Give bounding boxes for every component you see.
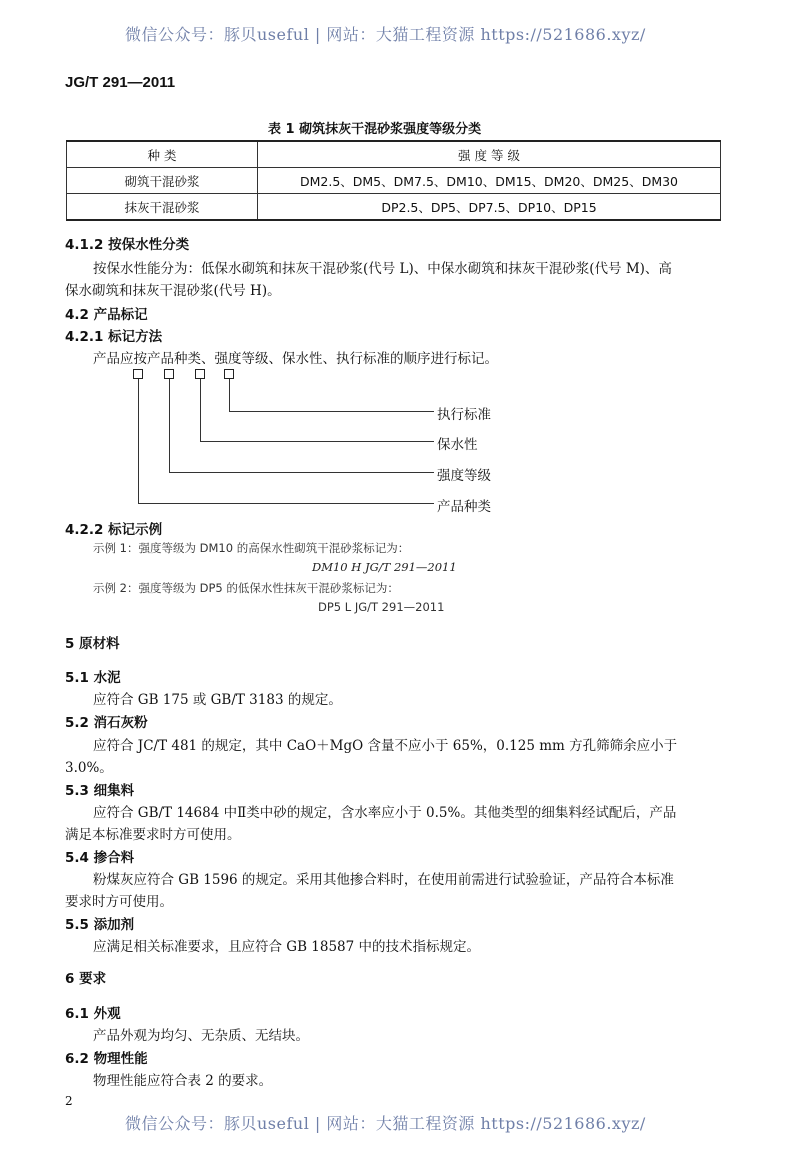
paragraph: 满足本标准要求时方可使用。 bbox=[65, 827, 241, 843]
table1-title: 表 1 砌筑抹灰干混砂浆强度等级分类 bbox=[268, 122, 482, 137]
paragraph: 3.0%。 bbox=[65, 760, 113, 776]
table-header-cell: 强 度 等 级 bbox=[258, 141, 721, 168]
page-number: 2 bbox=[65, 1094, 73, 1108]
section-heading: 5.2 消石灰粉 bbox=[65, 715, 148, 731]
diagram-line bbox=[138, 503, 434, 504]
diagram-line bbox=[200, 441, 434, 442]
diagram-line bbox=[229, 379, 230, 411]
section-heading: 5 原材料 bbox=[65, 636, 120, 652]
section-heading: 4.2.2 标记示例 bbox=[65, 522, 163, 538]
section-heading: 5.3 细集料 bbox=[65, 783, 135, 799]
diagram-line bbox=[229, 411, 434, 412]
paragraph: 按保水性能分为：低保水砌筑和抹灰干混砂浆(代号 L)、中保水砌筑和抹灰干混砂浆(代号 M)、高 bbox=[93, 261, 672, 277]
diagram-box bbox=[224, 369, 234, 379]
diagram-label: 强度等级 bbox=[437, 468, 491, 484]
paragraph: 应满足相关标准要求，且应符合 GB 18587 中的技术指标规定。 bbox=[93, 939, 481, 955]
table-cell: 抹灰干混砂浆 bbox=[67, 194, 258, 221]
diagram-box bbox=[133, 369, 143, 379]
example-mark: DP5 L JG/T 291—2011 bbox=[318, 600, 445, 614]
paragraph: 应符合 JC/T 481 的规定，其中 CaO＋MgO 含量不应小于 65%，0.125 mm 方孔筛筛余应小于 bbox=[93, 738, 678, 754]
section-heading: 4.2 产品标记 bbox=[65, 307, 148, 323]
paragraph: 产品应按产品种类、强度等级、保水性、执行标准的顺序进行标记。 bbox=[93, 351, 498, 367]
example-text: 示例 1：强度等级为 DM10 的高保水性砌筑干混砂浆标记为： bbox=[93, 541, 410, 555]
paragraph: 粉煤灰应符合 GB 1596 的规定。采用其他掺合料时，在使用前需进行试验验证，产品符合本标准 bbox=[93, 872, 674, 888]
diagram-box bbox=[195, 369, 205, 379]
table-cell: DM2.5、DM5、DM7.5、DM10、DM15、DM20、DM25、DM30 bbox=[258, 168, 721, 194]
section-heading: 4.2.1 标记方法 bbox=[65, 329, 163, 345]
section-heading: 5.4 掺合料 bbox=[65, 850, 135, 866]
paragraph: 产品外观为均匀、无杂质、无结块。 bbox=[93, 1028, 309, 1044]
paragraph: 要求时方可使用。 bbox=[65, 894, 173, 910]
table1 bbox=[66, 140, 721, 221]
diagram-line bbox=[138, 379, 139, 503]
diagram-line bbox=[169, 379, 170, 472]
diagram-label: 保水性 bbox=[437, 437, 478, 453]
example-mark: DM10 H JG/T 291—2011 bbox=[312, 560, 457, 574]
diagram-line bbox=[200, 379, 201, 441]
section-heading: 5.1 水泥 bbox=[65, 670, 121, 686]
paragraph: 保水砌筑和抹灰干混砂浆(代号 H)。 bbox=[65, 283, 281, 299]
section-heading: 6 要求 bbox=[65, 971, 107, 987]
diagram-line bbox=[169, 472, 434, 473]
table-header-cell: 种 类 bbox=[67, 141, 258, 168]
table-row bbox=[67, 168, 721, 194]
table-cell: DP2.5、DP5、DP7.5、DP10、DP15 bbox=[258, 194, 721, 221]
diagram-box bbox=[164, 369, 174, 379]
section-heading: 6.2 物理性能 bbox=[65, 1051, 148, 1067]
paragraph: 应符合 GB/T 14684 中Ⅱ类中砂的规定，含水率应小于 0.5%。其他类型的细集料经试配后，产品 bbox=[93, 805, 677, 821]
diagram-label: 执行标准 bbox=[437, 407, 491, 423]
table-header-row bbox=[67, 141, 721, 168]
paragraph: 应符合 GB 175 或 GB/T 3183 的规定。 bbox=[93, 692, 342, 708]
paragraph: 物理性能应符合表 2 的要求。 bbox=[93, 1073, 273, 1089]
watermark-top: 微信公众号：豚贝useful | 网站：大猫工程资源 https://521686.xyz/ bbox=[125, 25, 646, 44]
watermark-bottom: 微信公众号：豚贝useful | 网站：大猫工程资源 https://521686.xyz/ bbox=[125, 1114, 646, 1133]
section-heading: 5.5 添加剂 bbox=[65, 917, 135, 933]
section-heading: 4.1.2 按保水性分类 bbox=[65, 237, 190, 253]
table-row bbox=[67, 194, 721, 221]
diagram-label: 产品种类 bbox=[437, 499, 491, 515]
example-text: 示例 2：强度等级为 DP5 的低保水性抹灰干混砂浆标记为： bbox=[93, 581, 399, 595]
standard-code: JG/T 291—2011 bbox=[65, 74, 176, 91]
section-heading: 6.1 外观 bbox=[65, 1006, 121, 1022]
table-cell: 砌筑干混砂浆 bbox=[67, 168, 258, 194]
